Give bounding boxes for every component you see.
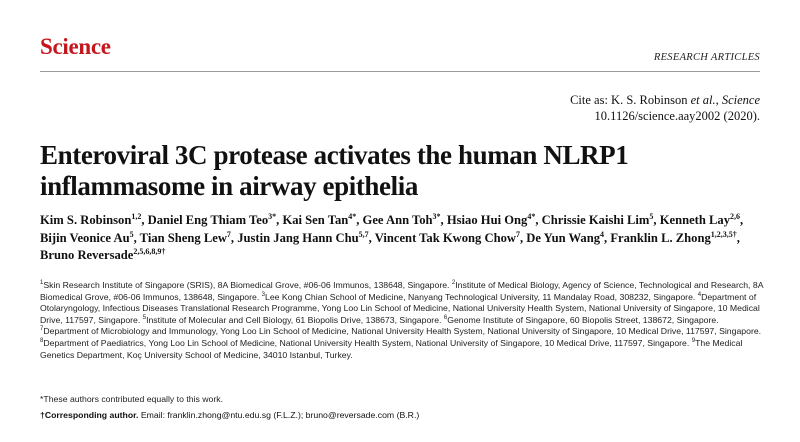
author-affiliation-marker: 7 (226, 229, 231, 239)
affiliation-number: 2 (451, 280, 456, 287)
author-name: Bijin Veonice Au (40, 230, 130, 245)
author-separator: , (141, 213, 148, 227)
author-name: Justin Jang Hann Chu (237, 230, 359, 245)
section-label: RESEARCH ARTICLES (653, 52, 760, 63)
citation-etal: et al. (690, 93, 716, 107)
author-separator: , (736, 230, 740, 245)
author-entry (542, 213, 660, 227)
affiliation-number: 8 (40, 338, 44, 345)
journal-logo: Science (40, 34, 111, 59)
author-name: Vincent Tak Kwong Chow (374, 230, 516, 245)
affiliation-list (40, 280, 765, 361)
author-name: Gee Ann Toh (362, 213, 433, 227)
author-entry (140, 231, 238, 245)
author-name: Daniel Eng Thiam Teo (147, 213, 269, 227)
author-entry (40, 213, 148, 227)
header-divider (40, 71, 760, 72)
author-affiliation-marker: 5 (129, 229, 134, 239)
article-title: Enteroviral 3C protease activates the human NLRP1 inflammasome in airway epithelia (40, 140, 629, 201)
affiliation-text: Institute of Medical Biology, Agency of Science, Technological and Research, 8A Biomedical Grove, #06-06 Immunos, 138648, Singapore. (40, 280, 764, 302)
affiliation-text: The Medical Genetics Department, Koç University School of Medicine, 34010 Istanbul, Turkey. (40, 337, 743, 360)
author-affiliation-marker: 2,6 (730, 211, 741, 221)
author-separator: , (133, 230, 140, 245)
author-entry (660, 213, 743, 227)
affiliation-text: Institute of Molecular and Cell Biology, 61 Biopolis Drive, 138673, Singapore. (146, 314, 444, 325)
corresponding-label: †Corresponding author. (40, 410, 139, 420)
citation-journal: Science (721, 93, 760, 107)
citation-doi: 10.1126/science.aay2002 (2020). (594, 109, 760, 123)
author-name: De Yun Wang (526, 230, 601, 245)
author-separator: , (740, 213, 744, 227)
corresponding-author-note (40, 410, 419, 420)
author-affiliation-marker: 7 (516, 229, 520, 239)
author-separator: , (356, 213, 363, 227)
affiliation-text: Genome Institute of Singapore, 60 Biopolis Street, 138672, Singapore. (447, 314, 719, 325)
author-name: Tian Sheng Lew (139, 230, 227, 245)
citation-prefix: Cite as: K. S. Robinson (570, 93, 688, 107)
affiliation-text: Lee Kong Chian School of Medicine, Nanyang Technological University, 11 Mandalay Road, 308232, Singapore. (265, 291, 698, 302)
author-separator: , (604, 230, 611, 245)
affiliation-entry (262, 292, 698, 302)
author-name: Chrissie Kaishi Lim (541, 213, 650, 227)
affiliation-entry (143, 315, 444, 325)
affiliation-text: Department of Paediatrics, Yong Loo Lin School of Medicine, National University Health System, National University of Singapore, 10 Medical Drive, 117597, Singapore. (43, 337, 692, 348)
author-entry (610, 231, 740, 245)
affiliation-number: 9 (691, 338, 696, 345)
affiliation-entry (444, 315, 719, 325)
affiliation-number: 5 (142, 314, 147, 321)
author-entry (40, 248, 165, 262)
affiliation-number: 4 (697, 291, 702, 298)
author-name: Hsiao Hui Ong (446, 213, 528, 227)
affiliation-entry (40, 326, 761, 336)
author-separator: , (440, 213, 447, 227)
author-affiliation-marker: 3* (268, 211, 277, 221)
author-list (40, 212, 765, 265)
author-entry (282, 213, 362, 227)
author-entry (447, 213, 542, 227)
affiliation-number: 7 (40, 326, 44, 333)
author-entry (363, 213, 447, 227)
citation-line (570, 92, 760, 108)
author-separator: , (276, 213, 283, 227)
author-separator: , (653, 213, 660, 227)
author-affiliation-marker: 4 (600, 229, 605, 239)
author-affiliation-marker: 5,7 (358, 229, 369, 239)
author-affiliation-marker: 4* (348, 211, 357, 221)
author-name: Kai Sen Tan (282, 213, 349, 227)
author-affiliation-marker: 4* (527, 211, 536, 221)
affiliation-number: 1 (40, 280, 44, 287)
author-affiliation-marker: 5 (649, 211, 654, 221)
affiliation-entry (40, 338, 692, 348)
author-entry (237, 231, 375, 245)
equal-contribution-note: *These authors contributed equally to this work. (40, 394, 224, 404)
citation-block (570, 92, 760, 124)
author-separator: , (230, 230, 238, 245)
affiliation-text: Department of Otolaryngology, Infectious Diseases Translational Research Programme, Yong Loo Lin School of Medicine, National University Health System, National University of Singapore, 10 Medical Drive, 117597, Singapore. (40, 291, 760, 325)
affiliation-number: 3 (261, 291, 266, 298)
author-affiliation-marker: 3* (432, 211, 441, 221)
author-separator: , (368, 230, 375, 245)
author-separator: , (535, 213, 542, 227)
author-name: Kim S. Robinson (40, 213, 132, 227)
author-name: Kenneth Lay (659, 213, 731, 227)
corresponding-emails: Email: franklin.zhong@ntu.edu.sg (F.L.Z.); bruno@reversade.com (B.R.) (138, 410, 420, 420)
author-name: Bruno Reversade (40, 248, 134, 262)
affiliation-text: Skin Research Institute of Singapore (SRIS), 8A Biomedical Grove, #06-06 Immunos, 138648, Singapore. (43, 280, 452, 290)
affiliation-number: 6 (443, 314, 448, 321)
affiliation-entry (40, 280, 452, 290)
affiliation-text: Department of Microbiology and Immunology, Yong Loo Lin School of Medicine, National University Health System, National University of Singapore, 10 Medical Drive, 117597, Singapore. (43, 326, 762, 337)
author-entry (526, 231, 610, 245)
author-affiliation-marker: 2,5,6,8,9† (133, 246, 166, 256)
author-entry (40, 231, 140, 245)
author-name: Franklin L. Zhong (610, 230, 711, 245)
author-entry (148, 213, 283, 227)
author-separator: , (520, 230, 527, 245)
author-affiliation-marker: 1,2 (131, 211, 142, 221)
author-affiliation-marker: 1,2,3,5† (710, 229, 737, 239)
citation-sep: , (715, 93, 722, 107)
author-entry (375, 231, 527, 245)
